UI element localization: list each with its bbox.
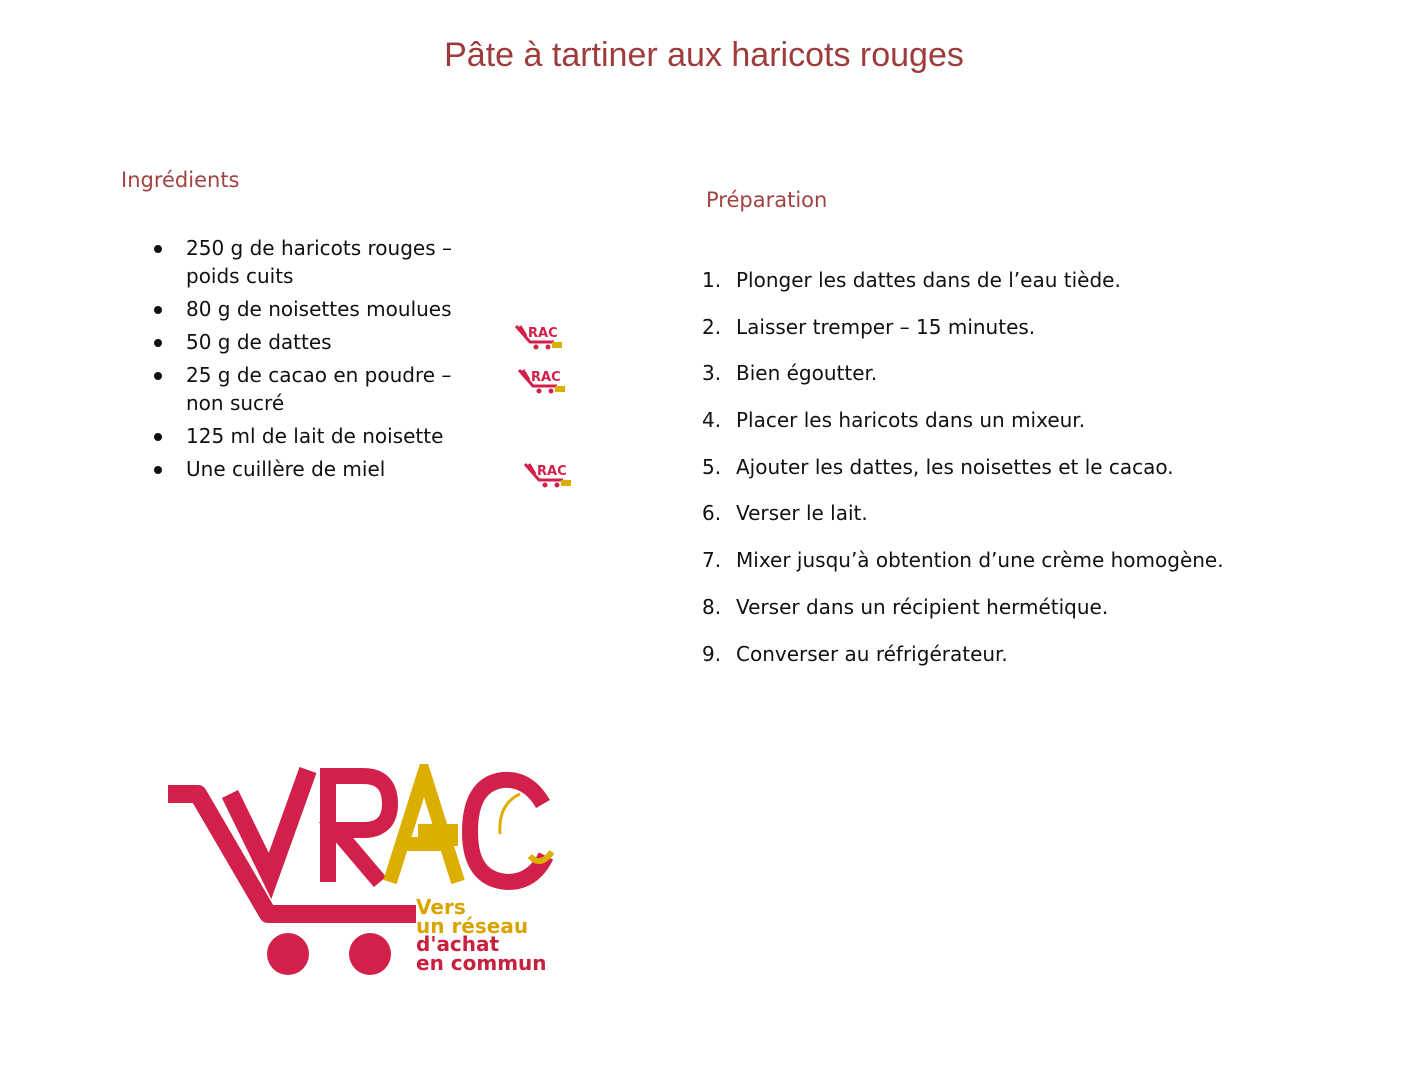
list-item: 3. Bien égoutter.	[702, 361, 878, 386]
vrac-mini-logo-icon	[514, 322, 566, 350]
bullet-icon	[154, 245, 162, 253]
list-item: 125 ml de lait de noisette	[150, 422, 490, 450]
preparation-heading: Préparation	[706, 188, 828, 212]
list-item: 4. Placer les haricots dans un mixeur.	[702, 408, 1086, 433]
svg-text:RAC: RAC	[531, 370, 561, 385]
list-item: 7. Mixer jusqu’à obtention d’une crème homogène.	[702, 548, 1224, 573]
ingredients-list	[150, 234, 490, 488]
vrac-mini-logo-icon	[523, 460, 575, 488]
list-item: 8. Verser dans un récipient hermétique.	[702, 594, 1109, 619]
list-item: 2. Laisser tremper – 15 minutes.	[702, 314, 1036, 339]
preparation-steps	[702, 266, 1342, 686]
bullet-icon	[154, 372, 162, 380]
list-item: 5. Ajouter les dattes, les noisettes et le cacao.	[702, 454, 1174, 479]
vrac-mini-logo-icon	[517, 366, 569, 394]
ingredients-heading: Ingrédients	[121, 168, 240, 192]
list-item: 25 g de cacao en poudre – non sucré	[150, 361, 490, 417]
bullet-icon	[154, 339, 162, 347]
list-item: 50 g de dattes	[150, 328, 490, 356]
svg-text:RAC: RAC	[537, 464, 567, 479]
list-item: 6. Verser le lait.	[702, 501, 868, 526]
page-title: Pâte à tartiner aux haricots rouges	[444, 36, 964, 74]
list-item: 9. Converser au réfrigérateur.	[702, 641, 1008, 666]
list-item: 250 g de haricots rouges – poids cuits	[150, 234, 490, 290]
svg-text:RAC: RAC	[528, 326, 558, 341]
bullet-icon	[154, 466, 162, 474]
vrac-tagline: Vers un réseau d'achat en commun	[416, 895, 547, 975]
bullet-icon	[154, 433, 162, 441]
list-item: 1. Plonger les dattes dans de l’eau tiède.	[702, 268, 1121, 292]
list-item: Une cuillère de miel	[150, 455, 490, 483]
list-item: 80 g de noisettes moulues	[150, 295, 490, 323]
bullet-icon	[154, 306, 162, 314]
